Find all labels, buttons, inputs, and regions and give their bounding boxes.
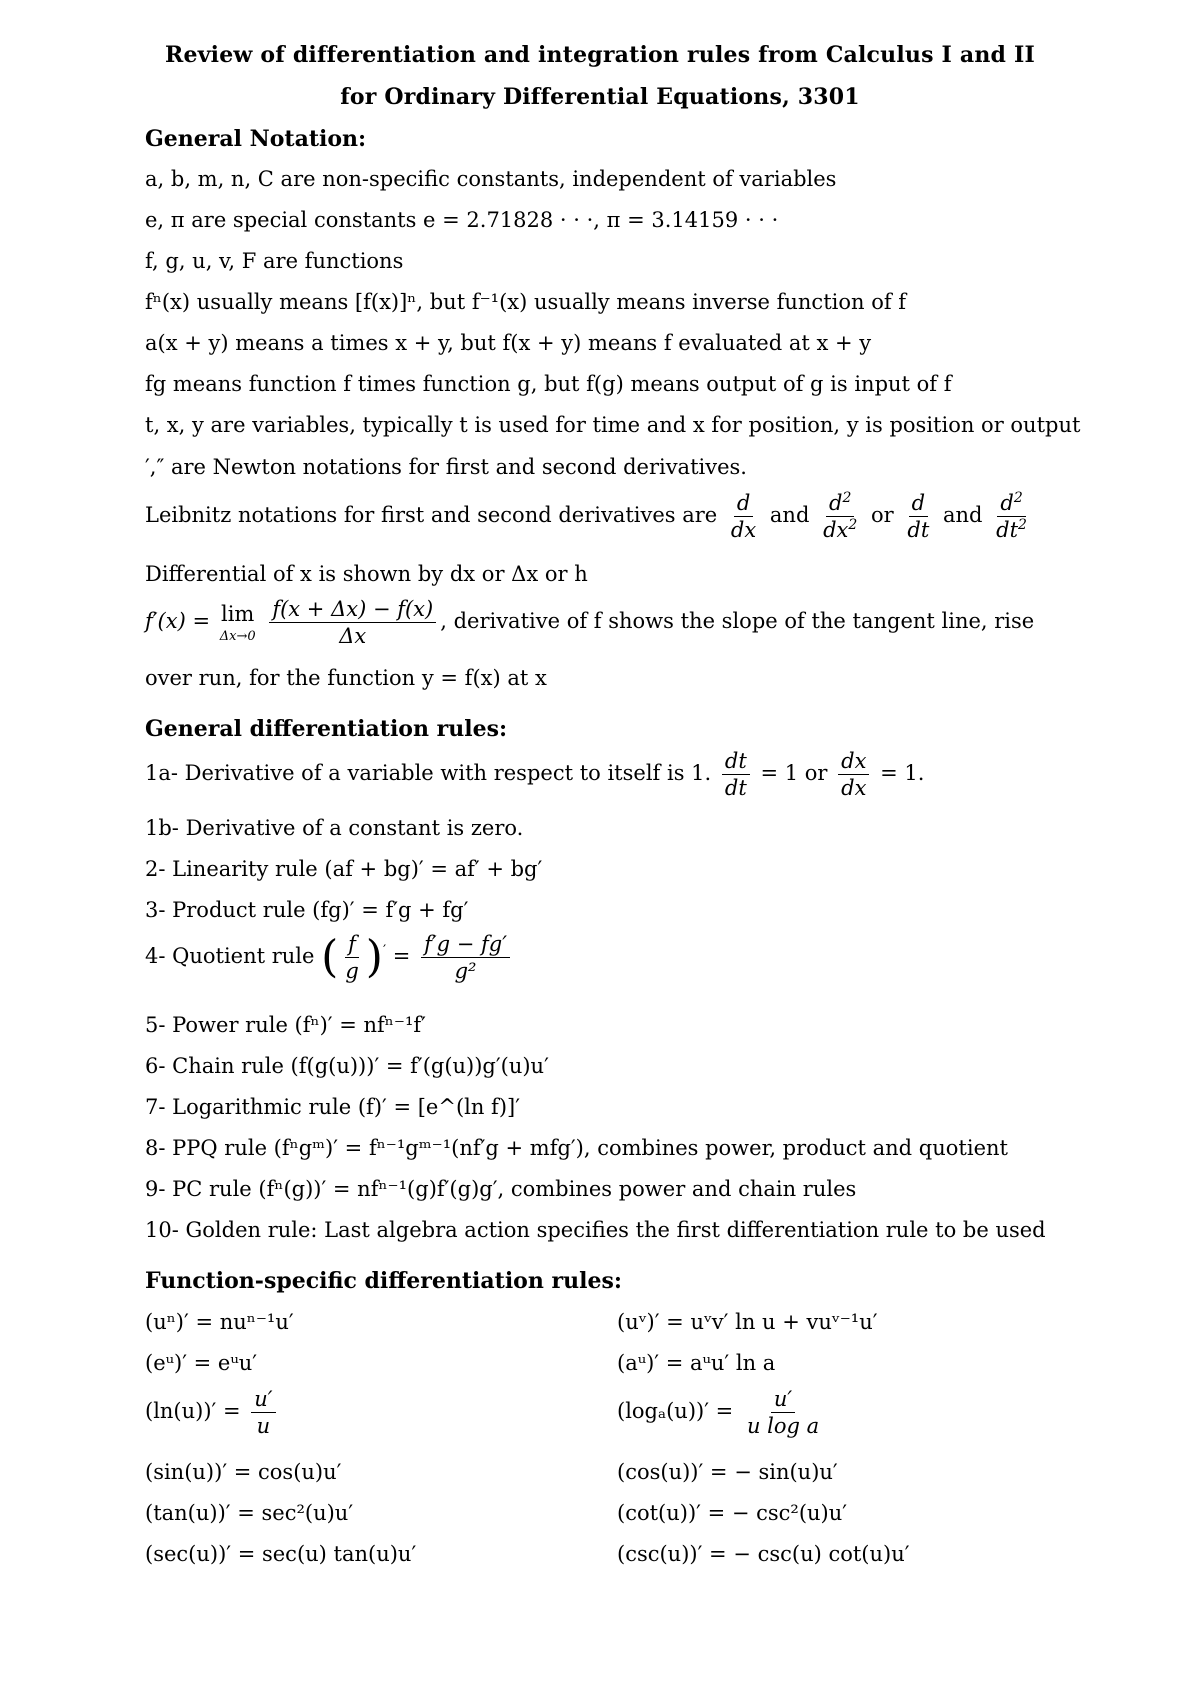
- frac-quotient: [421, 933, 510, 982]
- leibniz-prefix: Leibnitz notations for first and second derivatives are: [145, 503, 718, 528]
- frac-log: [744, 1388, 822, 1437]
- leibniz-or: or: [871, 503, 894, 528]
- rule-1a: [145, 750, 924, 799]
- dq-numerator: f(x + Δx) − f(x): [269, 598, 436, 623]
- log-numerator: u′: [771, 1388, 795, 1413]
- title-line-1: Review of differentiation and integration rules from Calculus I and II: [165, 42, 1035, 68]
- notation-line-4: fⁿ(x) usually means [f(x)]ⁿ, but f⁻¹(x) usually means inverse function of f: [145, 290, 907, 314]
- left-rule-ln: [145, 1388, 280, 1437]
- heading-general-notation: General Notation:: [145, 126, 367, 152]
- heading-function-rules: Function-specific differentiation rules:: [145, 1268, 622, 1294]
- notation-line-3: f, g, u, v, F are functions: [145, 249, 404, 273]
- ln-denominator: u: [256, 1414, 271, 1439]
- right-rule-csc: (csc(u))′ = − csc(u) cot(u)u′: [617, 1542, 910, 1566]
- def-tail: , derivative of f shows the slope of the tangent line, rise: [440, 609, 1035, 634]
- ln-numerator: u′: [251, 1388, 275, 1413]
- leibniz-line: [145, 492, 1034, 541]
- difference-quotient: [269, 598, 436, 647]
- right-rule-cos: (cos(u))′ = − sin(u)u′: [617, 1460, 838, 1484]
- quotient-denominator: g²: [454, 959, 477, 984]
- rule-4-label: 4- Quotient rule: [145, 944, 315, 969]
- notation-line-6: fg means function f times function g, but f(g) means output of g is input of f: [145, 372, 952, 396]
- log-denominator: u log a: [746, 1414, 820, 1439]
- heading-general-rules: General differentiation rules:: [145, 716, 508, 742]
- left-rule-power: (uⁿ)′ = nuⁿ⁻¹u′: [145, 1310, 294, 1334]
- leibniz-and-1: and: [769, 503, 810, 528]
- frac-d2-dt2: $\frac{d^2}{dt^2}$: [996, 490, 1027, 543]
- frac-d-dx: $\frac{d}{dx}$: [730, 491, 757, 543]
- rule-3: 3- Product rule (fg)′ = f′g + fg′: [145, 898, 469, 922]
- quotient-numerator: f′g − fg′: [421, 933, 510, 958]
- right-rule-log: [617, 1388, 826, 1437]
- rule-2: 2- Linearity rule (af + bg)′ = af′ + bg′: [145, 857, 543, 881]
- rule-10: 10- Golden rule: Last algebra action specifies the first differentiation rule to be used: [145, 1218, 1046, 1242]
- dq-denominator: Δx: [339, 624, 367, 649]
- differential-line: Differential of x is shown by dx or Δx or h: [145, 562, 588, 586]
- notation-line-8: ′,″ are Newton notations for first and second derivatives.: [145, 455, 747, 479]
- rule-5: 5- Power rule (fⁿ)′ = nfⁿ⁻¹f′: [145, 1013, 426, 1037]
- def-lhs: f′(x) =: [145, 609, 211, 634]
- right-rule-au: (aᵘ)′ = aᵘu′ ln a: [617, 1351, 776, 1375]
- rule-6: 6- Chain rule (f(g(u)))′ = f′(g(u))g′(u)u′: [145, 1054, 549, 1078]
- notation-line-2: e, π are special constants e = 2.71828 · · ·, π = 3.14159 · · ·: [145, 208, 779, 232]
- frac-f-g: $\frac{f}{g}$: [345, 932, 359, 984]
- frac-ln: [251, 1388, 275, 1437]
- right-rule-uv: (uᵛ)′ = uᵛv′ ln u + vuᵛ⁻¹u′: [617, 1310, 878, 1334]
- title-line-2: for Ordinary Differential Equations, 3301: [340, 84, 860, 110]
- frac-dx-dx: $\frac{dx}{dx}$: [838, 750, 869, 799]
- left-rule-exp: (eᵘ)′ = eᵘu′: [145, 1351, 258, 1375]
- rule-8: 8- PPQ rule (fⁿgᵐ)′ = fⁿ⁻¹gᵐ⁻¹(nf′g + mfg′), combines power, product and quotient: [145, 1136, 1008, 1160]
- frac-d-dt: $\frac{d}{dt}$: [907, 491, 930, 543]
- right-rule-cot: (cot(u))′ = − csc²(u)u′: [617, 1501, 848, 1525]
- left-rule-sin: (sin(u))′ = cos(u)u′: [145, 1460, 342, 1484]
- rule-1b: 1b- Derivative of a constant is zero.: [145, 816, 524, 840]
- frac-d2-dx2: $\frac{d^2}{dx^2}$: [823, 490, 858, 543]
- notation-line-5: a(x + y) means a times x + y, but f(x + y) means f evaluated at x + y: [145, 331, 872, 355]
- ln-lhs: (ln(u))′ =: [145, 1399, 241, 1424]
- leibniz-and-2: and: [942, 503, 983, 528]
- rule-1a-text: 1a- Derivative of a variable with respect to itself is 1.: [145, 761, 712, 786]
- definition-continuation: over run, for the function y = f(x) at x: [145, 666, 547, 690]
- log-lhs: (logₐ(u))′ =: [617, 1399, 734, 1424]
- limit-operator: [220, 602, 256, 642]
- rule-4: 4- Quotient rule ( $\frac{f}{g}$ )′ = $\frac{f'g - fg'}{\text{g²}}$: [145, 933, 514, 982]
- derivative-definition: [145, 598, 1034, 647]
- rule-1a-eq2: = 1.: [880, 761, 925, 786]
- lim-subscript: Δx→0: [219, 628, 256, 644]
- left-rule-sec: (sec(u))′ = sec(u) tan(u)u′: [145, 1542, 417, 1566]
- rule-9: 9- PC rule (fⁿ(g))′ = nfⁿ⁻¹(g)f′(g)g′, combines power and chain rules: [145, 1177, 857, 1201]
- left-rule-tan: (tan(u))′ = sec²(u)u′: [145, 1501, 354, 1525]
- rule-1a-eq1: = 1 or: [760, 761, 828, 786]
- notation-line-1: a, b, m, n, C are non-specific constants, independent of variables: [145, 167, 837, 191]
- notation-line-7: t, x, y are variables, typically t is used for time and x for position, y is position or output: [145, 413, 1081, 437]
- rule-7: 7- Logarithmic rule (f)′ = [e^(ln f)]′: [145, 1095, 520, 1119]
- lim-text: lim: [221, 602, 255, 627]
- frac-dt-dt: $\frac{dt}{dt}$: [722, 750, 750, 799]
